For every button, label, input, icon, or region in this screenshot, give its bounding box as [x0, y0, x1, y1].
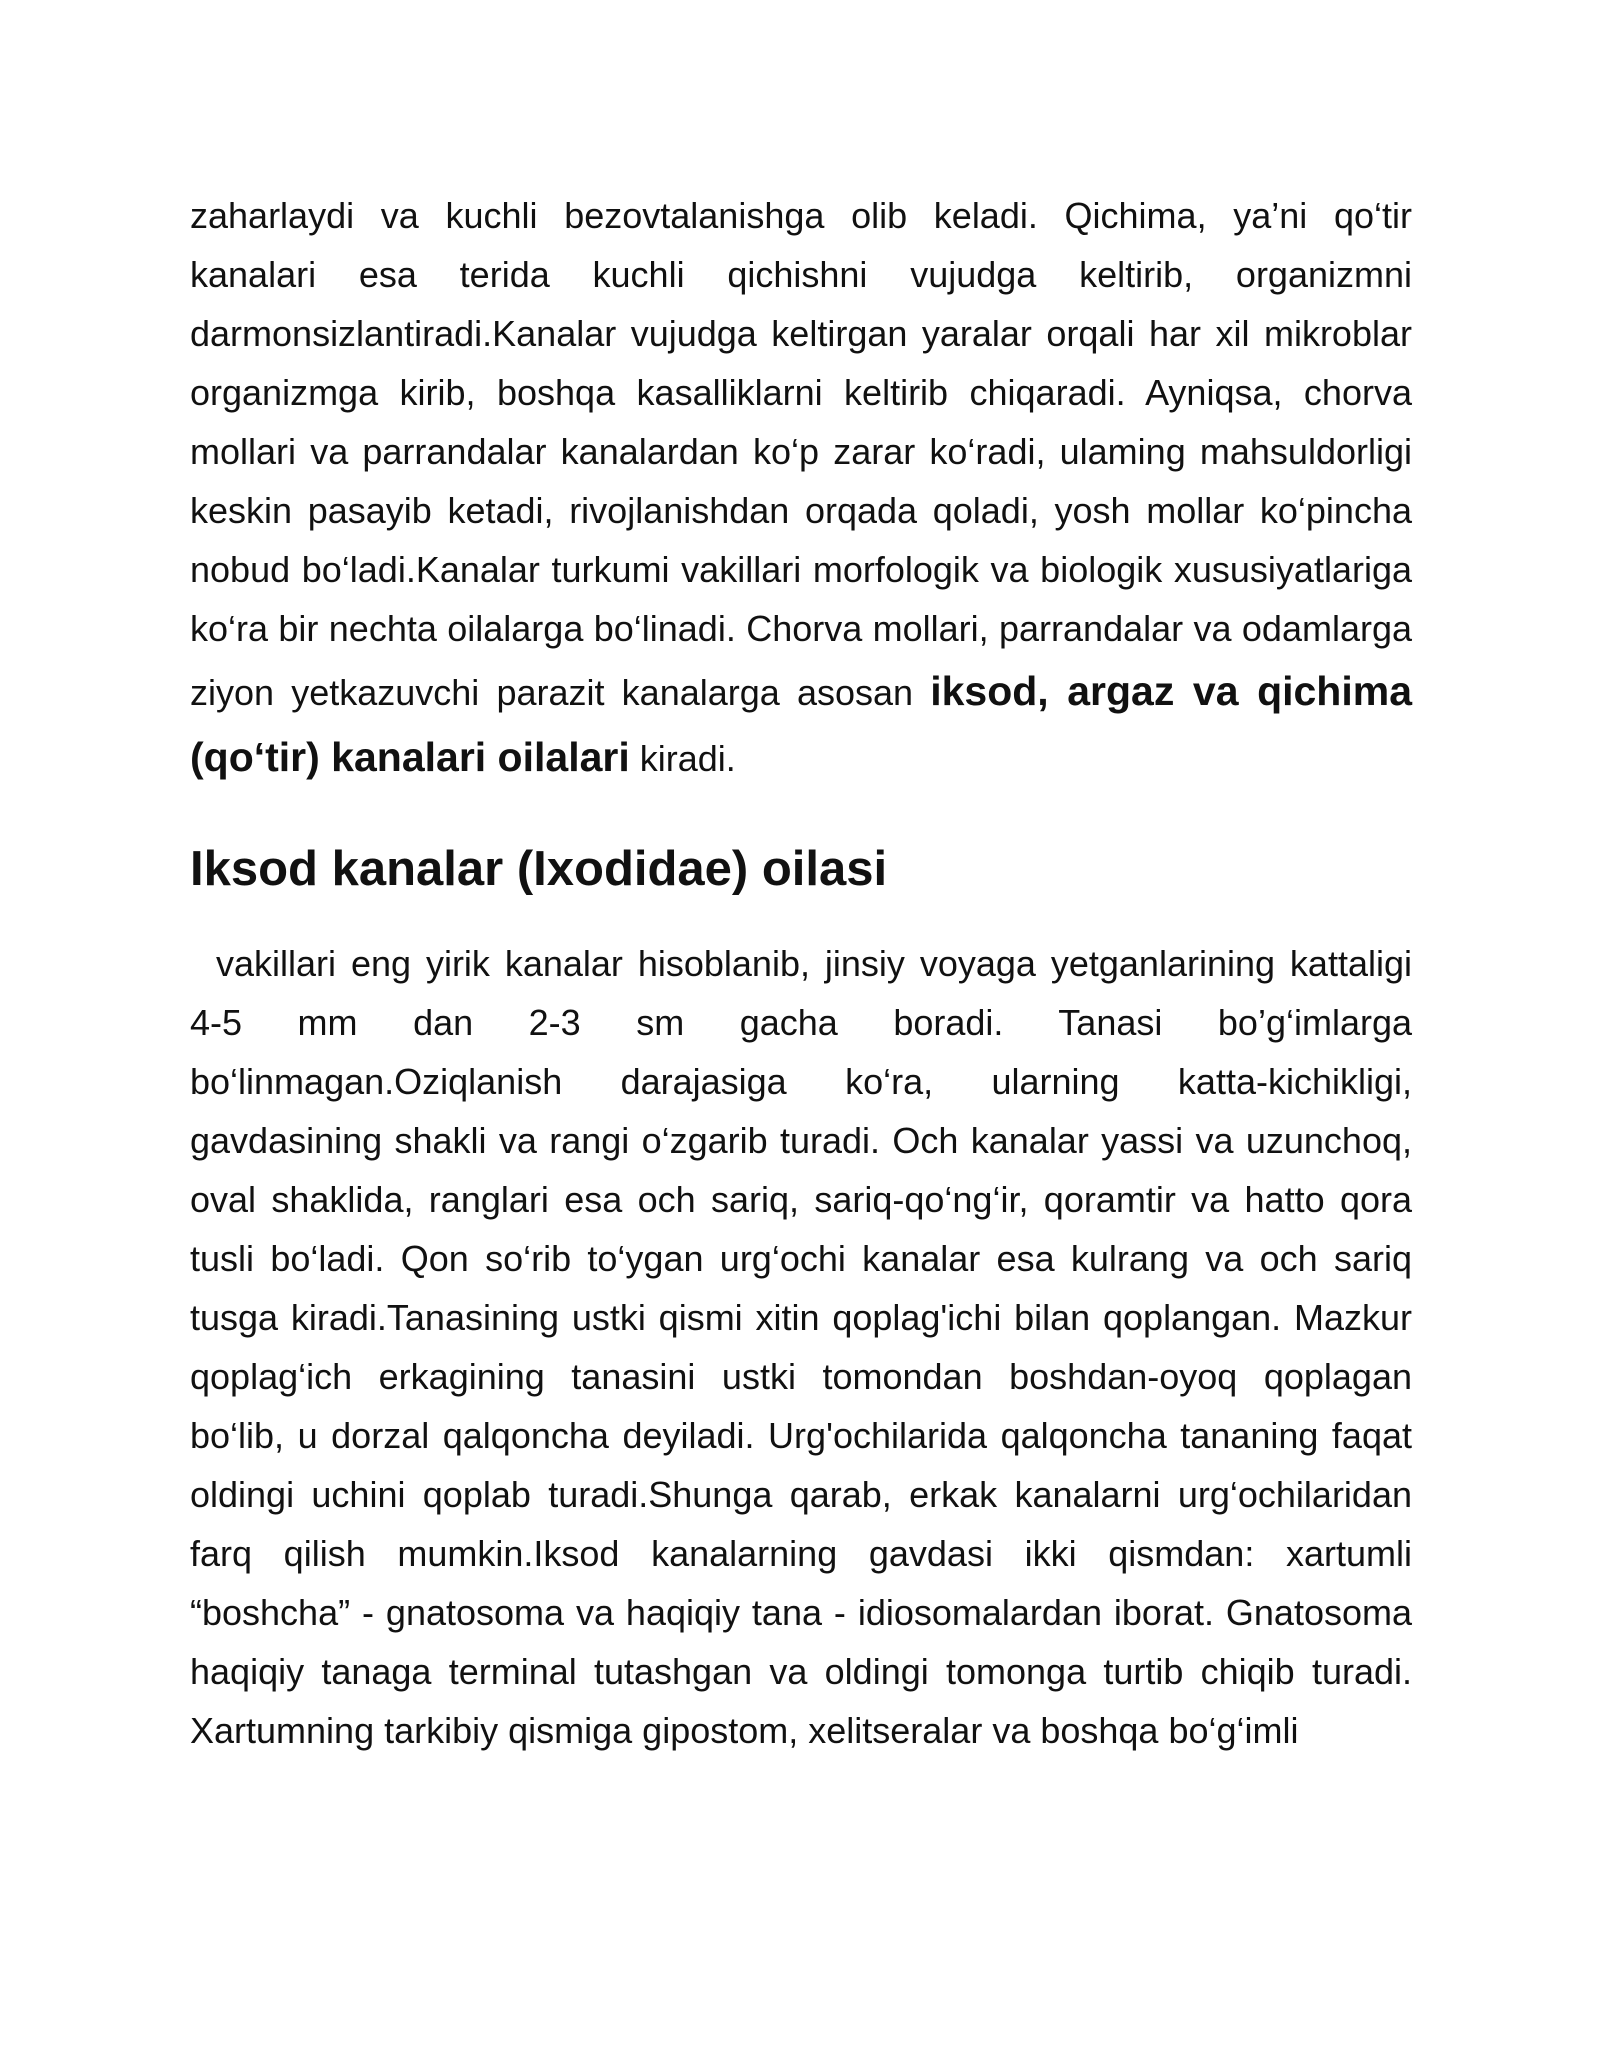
document-page: [190, 186, 1412, 1760]
family-names-bold: iksod, argaz va qichima (qo‘tir) kanalari oilalari: [190, 668, 1412, 780]
intro-ending: kiradi.: [629, 738, 736, 779]
intro-text: zaharlaydi va kuchli bezovtalanishga olib keladi. Qichima, ya’ni qo‘tir kanalari esa terida kuchli qichishni vujudga keltirib, organizmni darmonsizlantiradi.Kanalar vujudga keltirgan yaralar orqali har xil mikroblar organizmga kirib, boshqa kasalliklarni keltirib chiqaradi. Ayniqsa, chorva mollari va parrandalar kanalardan ko‘p zarar ko‘radi, ulaming mahsuldorligi keskin pasayib ketadi, rivojlanishdan orqada qoladi, yosh mollar ko‘pincha nobud bo‘ladi.Kanalar turkumi vakillari morfologik va biologik xususiyatlariga ko‘ra bir nechta oilalarga bo‘linadi. Chorva mollari, parrandalar va odamlarga ziyon yetkazuvchi parazit kanalarga asosan: [190, 195, 1412, 713]
body-paragraph: [190, 934, 1412, 1760]
intro-paragraph: [190, 186, 1412, 790]
section-heading: Iksod kanalar (Ixodidae) oilasi: [190, 842, 888, 896]
body-text: vakillari eng yirik kanalar hisoblanib, jinsiy voyaga yetganlarining kattaligi 4-5 mm dan 2-3 sm gacha boradi. Tanasi bo’g‘imlarga bo‘linmagan.Oziqlanish darajasiga ko‘ra, ularning katta-kichikligi, gavdasining shakli va rangi o‘zgarib turadi. Och kanalar yassi va uzunchoq, oval shaklida, ranglari esa och sariq, sariq-qo‘ng‘ir, qoramtir va hatto qora tusli bo‘ladi. Qon so‘rib to‘ygan urg‘ochi kanalar esa kulrang va och sariq tusga kiradi.Tanasining ustki qismi xitin qoplag'ichi bilan qoplangan. Mazkur qoplag‘ich erkagining tanasini ustki tomondan boshdan-oyoq qoplagan bo‘lib, u dorzal qalqoncha deyiladi. Urg'ochilarida qalqoncha tananing faqat oldingi uchini qoplab turadi.Shunga qarab, erkak kanalarni urg‘ochilaridan farq qilish mumkin.Iksod kanalarning gavdasi ikki qismdan: xartumli “boshcha” - gnatosoma va haqiqiy tana - idiosomalardan iborat. Gnatosoma haqiqiy tanaga terminal tutashgan va oldingi tomonga turtib chiqib turadi. Xartumning tarkibiy qismiga gipostom, xelitseralar va boshqa bo‘g‘imli: [190, 943, 1412, 1751]
